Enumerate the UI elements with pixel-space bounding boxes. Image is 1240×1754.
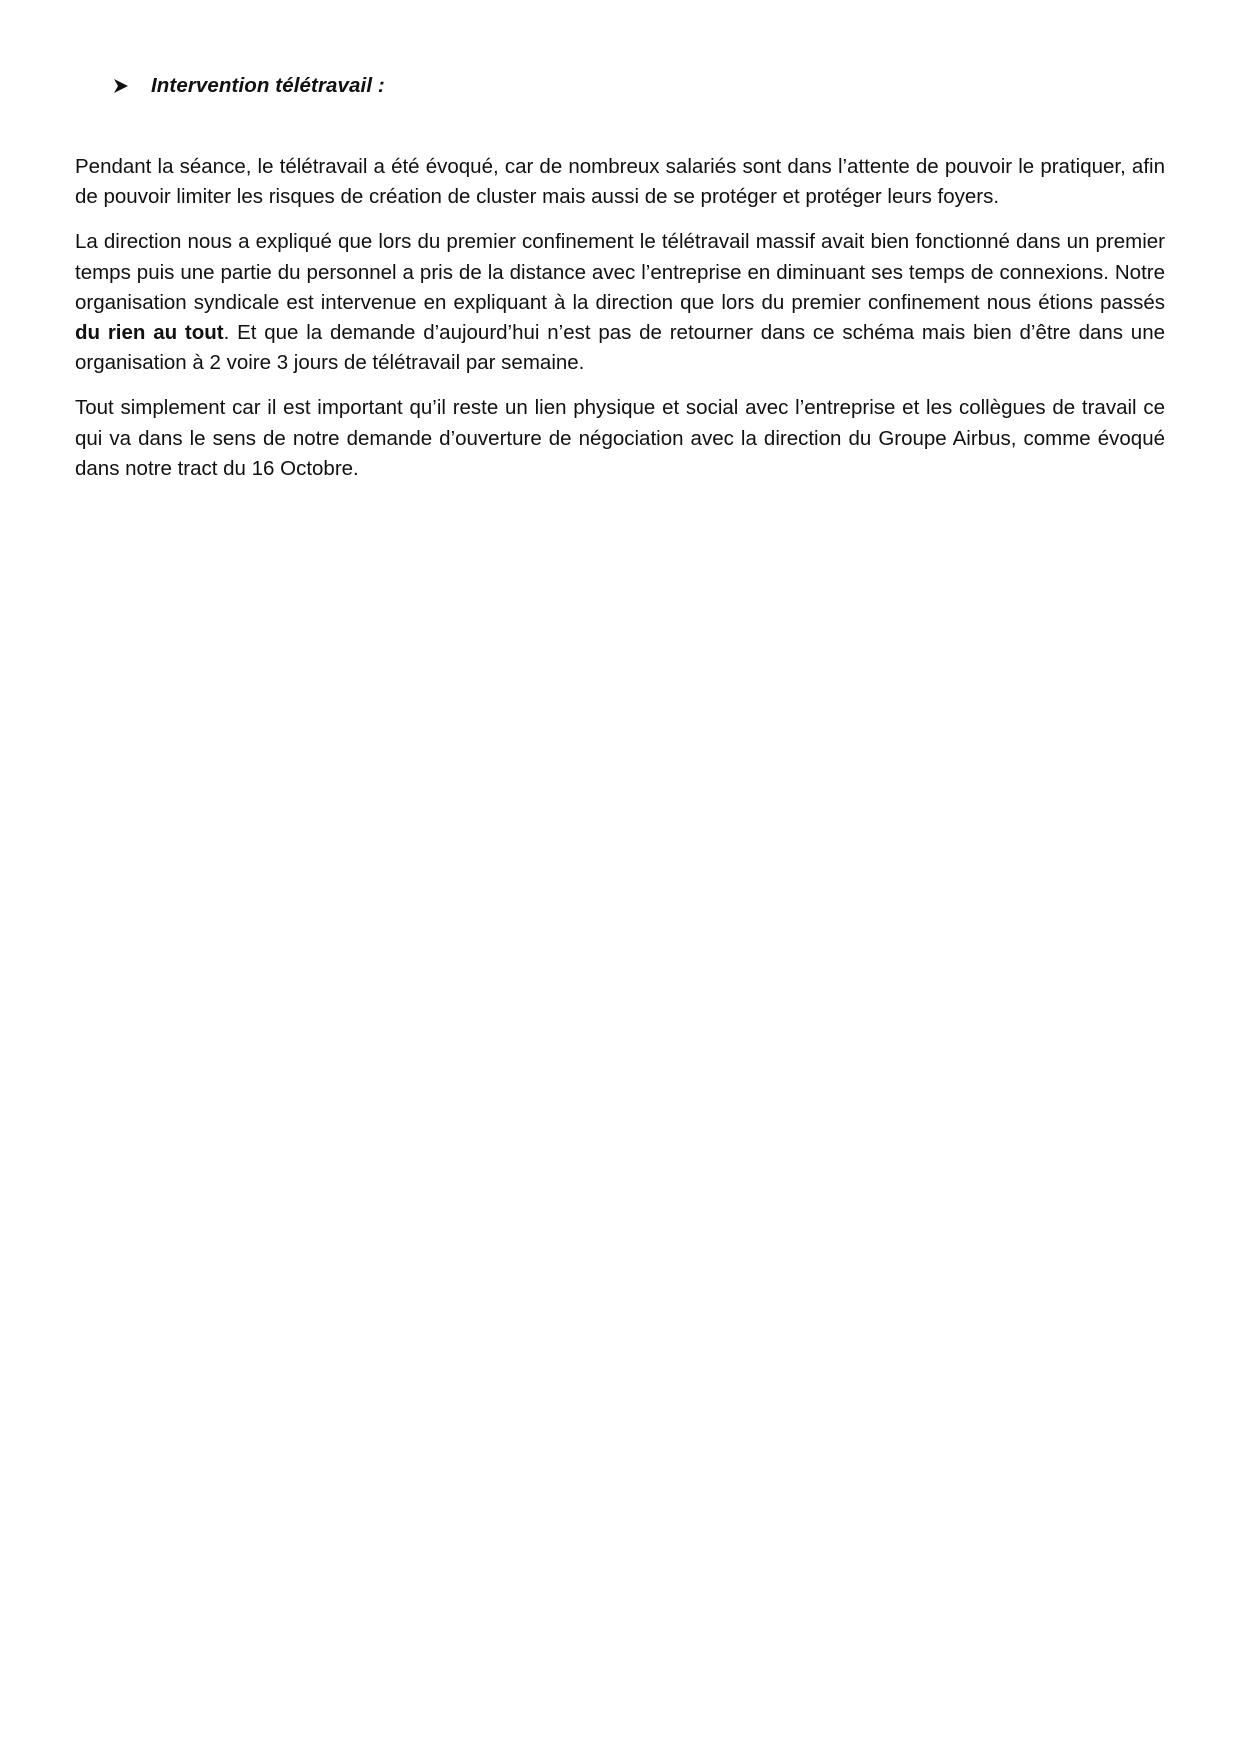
paragraph-2-bold-phrase: du rien au tout [75,321,224,345]
body-text [75,152,1165,499]
section-heading-text: Intervention télétravail : [151,74,385,97]
section-heading [113,74,385,98]
paragraph-1: Pendant la séance, le télétravail a été évoqué, car de nombreux salariés sont dans l’attente de pouvoir le pratiquer, afin de pouvoir limiter les risques de création de cluster mais aussi de se protéger et protéger leurs foyers. [75,155,1165,209]
arrowhead-bullet-icon [113,78,129,94]
paragraph-2-text-before: La direction nous a expliqué que lors du premier confinement le télétravail massif avait bien fonctionné dans un premier temps puis une partie du personnel a pris de la distance avec l’entreprise en diminuant ses temps de connexions. Notre organisation syndicale est intervenue en expliquant à la direction que lors du premier confinement nous étions passés [75,230,1165,314]
paragraph-3: Tout simplement car il est important qu’il reste un lien physique et social avec l’entreprise et les collègues de travail ce qui va dans le sens de notre demande d’ouverture de négociation avec la direction du Groupe Airbus, comme évoqué dans notre tract du 16 Octobre. [75,396,1165,480]
paragraph-2-text-after: . Et que la demande d’aujourd’hui n’est pas de retourner dans ce schéma mais bien d’être dans une organisation à 2 voire 3 jours de télétravail par semaine. [75,321,1166,375]
paragraph-2 [75,227,1165,378]
